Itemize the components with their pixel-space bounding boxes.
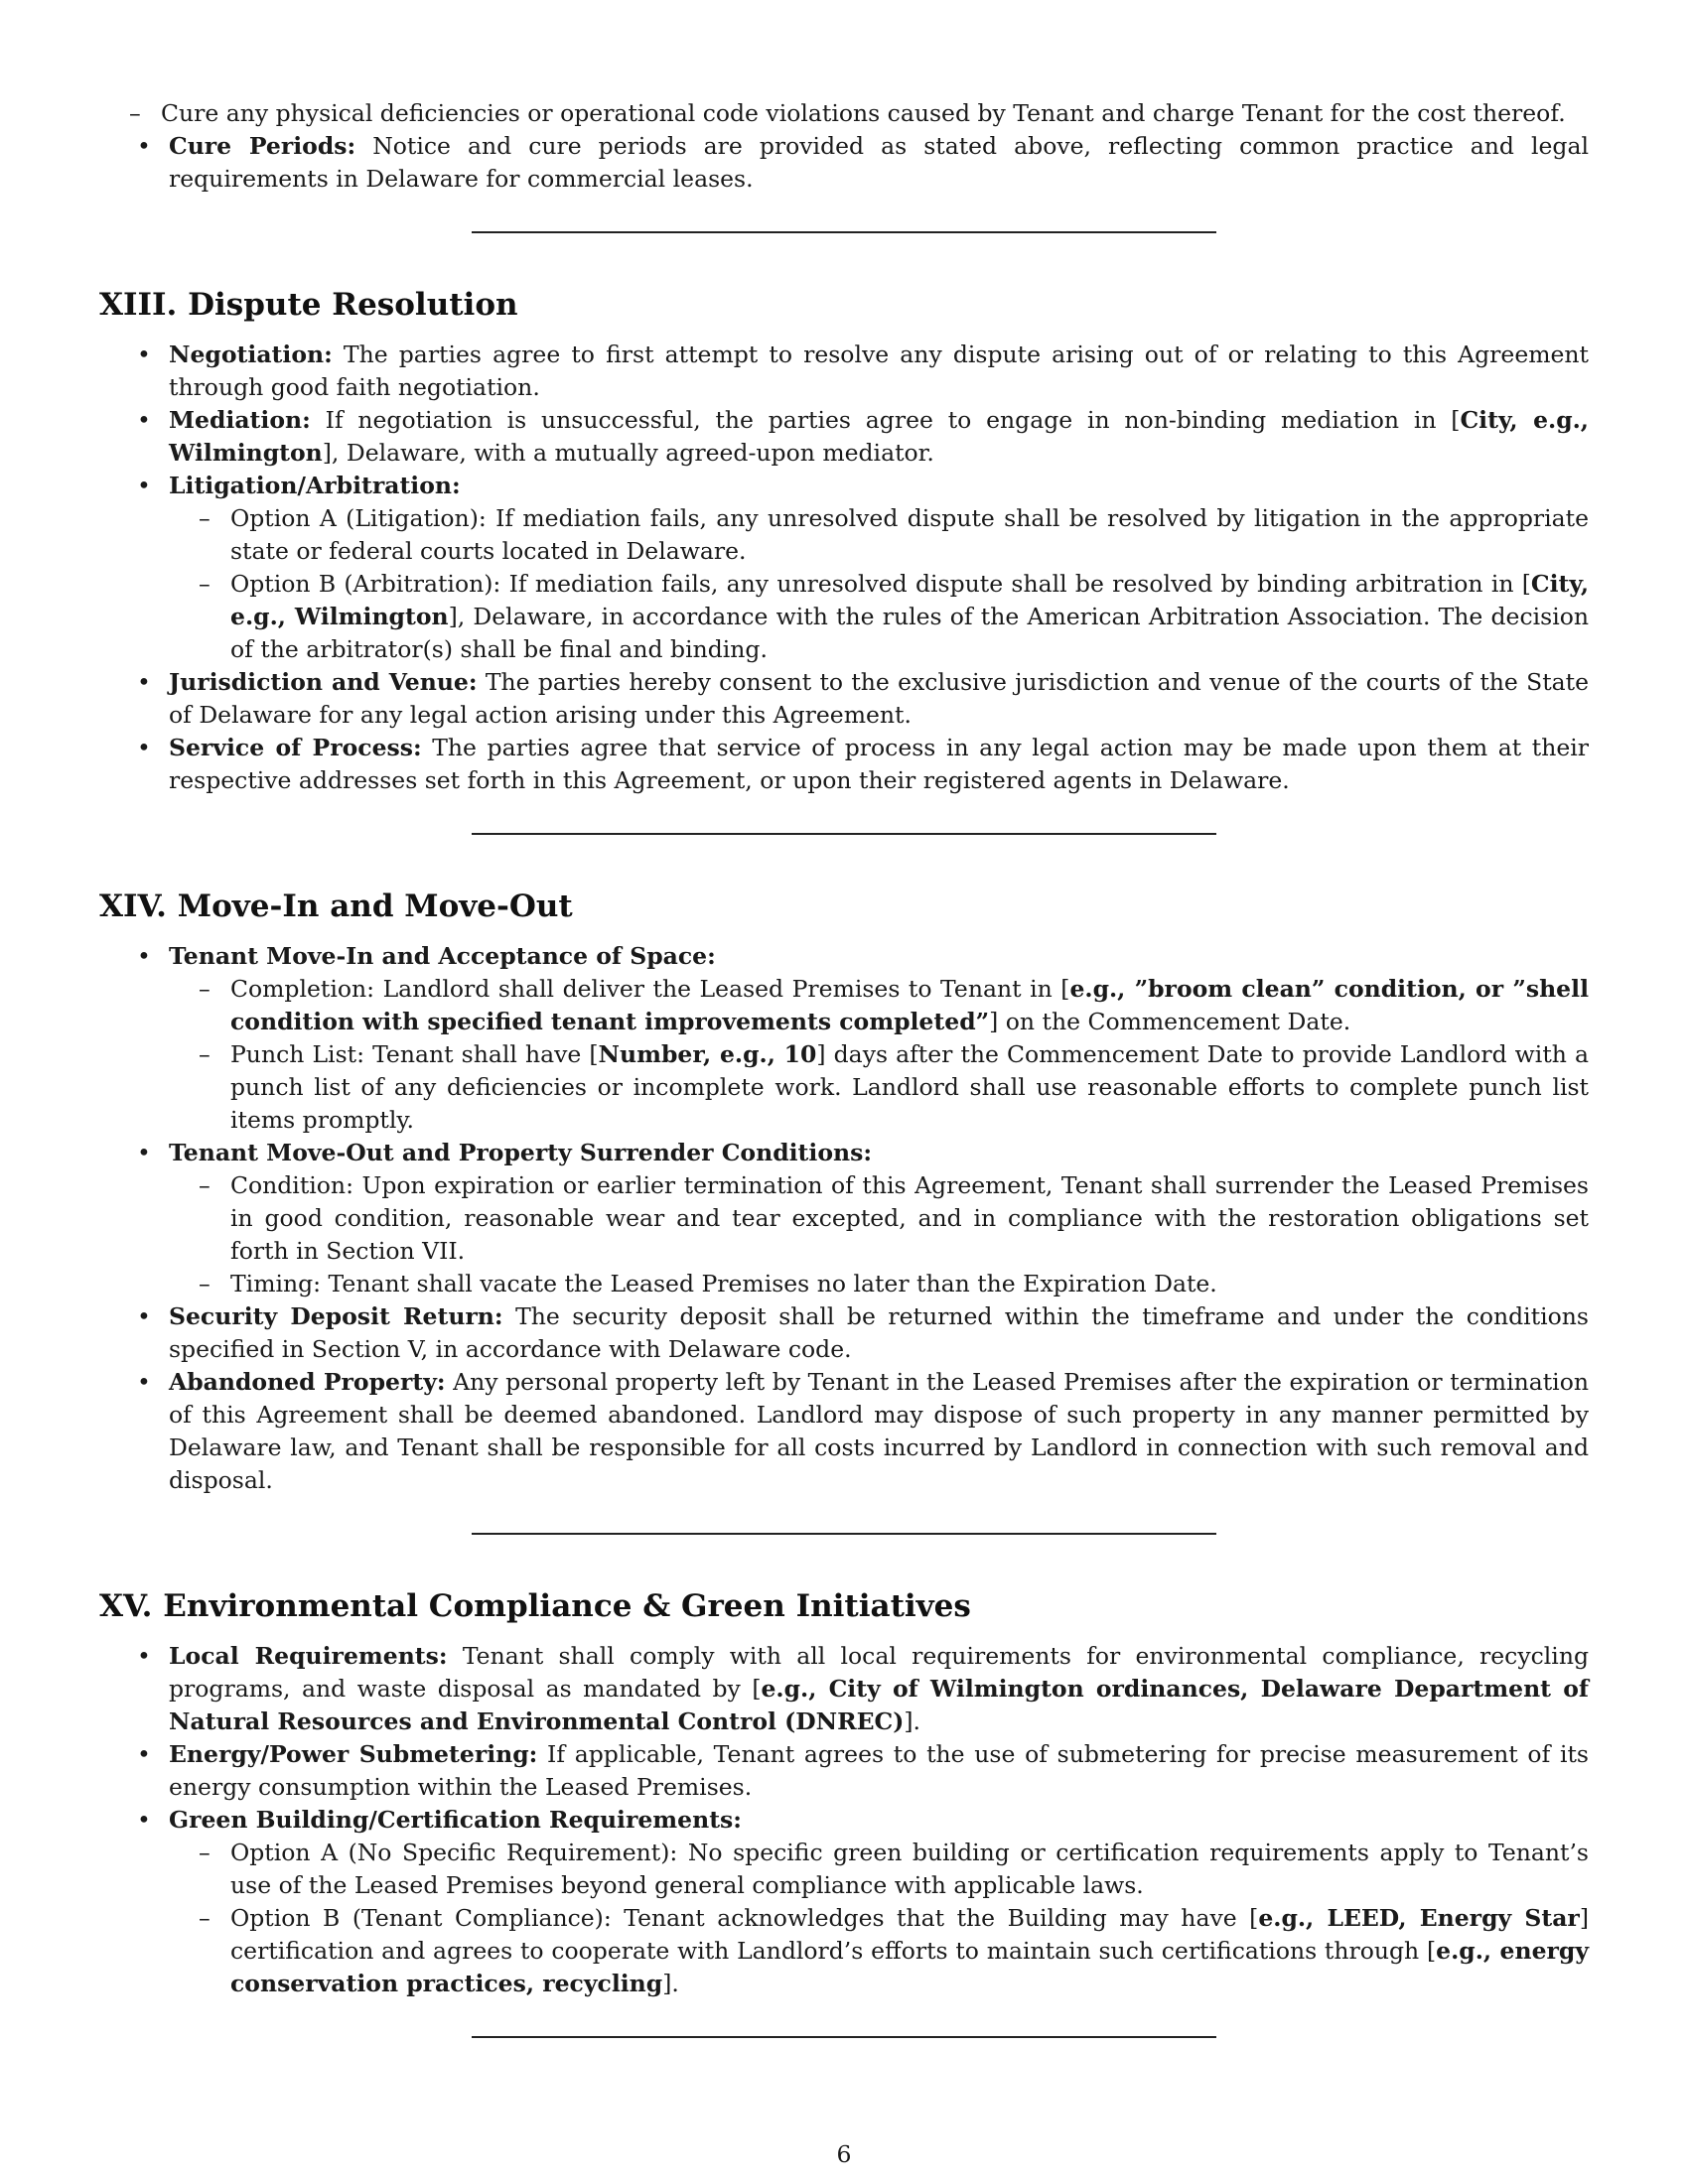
remedy-cure-item: [99, 97, 1589, 130]
completion-text-end: ] on the Commencement Date.: [989, 1008, 1351, 1035]
deposit-label: Security Deposit Return:: [169, 1302, 503, 1330]
remedy-cure-text: Cure any physical deficiencies or operational code violations caused by Tenant and charge Tenant for the cost thereof.: [161, 99, 1566, 127]
timing-item: [169, 1268, 1589, 1300]
mediation-placeholder: City, e.g., Wilmington: [169, 406, 1589, 467]
jurisdiction-text: The parties hereby consent to the exclusive jurisdiction and venue of the courts of the State of Delaware for any legal action arising under this Agreement.: [169, 668, 1589, 729]
option-b-text-end: ], Delaware, in accordance with the rules of the American Arbitration Association. The decision of the arbitrator(s) shall be final and binding.: [230, 603, 1589, 663]
abandoned-text: Any personal property left by Tenant in the Leased Premises after the expiration or termination of this Agreement shall be deemed abandoned. Landlord may dispose of such property in any manner permitted by Delaware law, and Tenant shall be responsible for all costs incurred by Landlord in connection with such removal and disposal.: [169, 1368, 1589, 1494]
move-in-label: Tenant Move-In and Acceptance of Space:: [169, 942, 716, 970]
service-text: The parties agree that service of process in any legal action may be made upon them at their respective addresses set forth in this Agreement, or upon their registered agents in Delaware.: [169, 734, 1589, 794]
move-out-item: [99, 1137, 1589, 1300]
litigation-options: [169, 502, 1589, 666]
page-number: 6: [836, 2140, 852, 2168]
section-environmental: [99, 1586, 1589, 2000]
negotiation-label: Negotiation:: [169, 341, 333, 368]
local-requirements-placeholder: e.g., City of Wilmington ordinances, Delaware Department of Natural Resources and Environmental Control (DNREC): [169, 1675, 1589, 1735]
punch-list-item: [169, 1038, 1589, 1137]
abandoned-label: Abandoned Property:: [169, 1368, 446, 1396]
continued-section: [99, 97, 1589, 196]
jurisdiction-item: [99, 666, 1589, 732]
local-requirements-label: Local Requirements:: [169, 1642, 448, 1670]
section-divider: [472, 1533, 1216, 1535]
litigation-item: [99, 470, 1589, 666]
green-building-options: [169, 1837, 1589, 2000]
cure-periods-label: Cure Periods:: [169, 132, 356, 160]
section-divider: [472, 2036, 1216, 2038]
local-requirements-item: [99, 1640, 1589, 1738]
section-heading: XIII. Dispute Resolution: [99, 287, 518, 323]
mediation-text-end: ], Delaware, with a mutually agreed-upon mediator.: [322, 439, 934, 467]
completion-text: Completion: Landlord shall deliver the Leased Premises to Tenant in [: [230, 975, 1070, 1003]
green-building-label: Green Building/Certification Requirements:: [169, 1806, 742, 1834]
mediation-item: [99, 404, 1589, 470]
energy-text: If applicable, Tenant agrees to the use of submetering for precise measurement of its energy consumption within the Leased Premises.: [169, 1740, 1589, 1801]
cure-periods-item: [99, 130, 1589, 196]
deposit-item: [99, 1300, 1589, 1366]
condition-text: Condition: Upon expiration or earlier termination of this Agreement, Tenant shall surrender the Leased Premises in good condition, reasonable wear and tear excepted, and in compliance with the restoration obligations set forth in Section VII.: [230, 1171, 1589, 1265]
section-heading: XV. Environmental Compliance & Green Initiatives: [99, 1588, 971, 1624]
mediation-label: Mediation:: [169, 406, 311, 434]
deposit-text: The security deposit shall be returned within the timeframe and under the conditions specified in Section V, in accordance with Delaware code.: [169, 1302, 1589, 1363]
section-dispute-resolution: [99, 285, 1589, 797]
move-out-sublist: [169, 1169, 1589, 1300]
litigation-option-a: [169, 502, 1589, 568]
option-b-placeholder: City, e.g., Wilmington: [230, 570, 1589, 630]
completion-placeholder: e.g., ”broom clean” condition, or ”shell condition with specified tenant improvements completed”: [230, 975, 1589, 1035]
punch-list-text: Punch List: Tenant shall have [: [230, 1040, 599, 1068]
completion-item: [169, 973, 1589, 1038]
option-b-text: Option B (Arbitration): If mediation fails, any unresolved dispute shall be resolved by binding arbitration in [: [230, 570, 1531, 598]
green-option-a: [169, 1837, 1589, 1902]
move-out-label: Tenant Move-Out and Property Surrender Conditions:: [169, 1139, 872, 1166]
section-divider: [472, 231, 1216, 233]
local-requirements-text: Tenant shall comply with all local requirements for environmental compliance, recycling programs, and waste disposal as mandated by [: [169, 1642, 1589, 1703]
service-label: Service of Process:: [169, 734, 422, 761]
section-divider: [472, 833, 1216, 835]
negotiation-item: [99, 339, 1589, 404]
green-option-b-text-end: ].: [662, 1970, 679, 1997]
green-option-a-text: Option A (No Specific Requirement): No specific green building or certification requirements apply to Tenant’s use of the Leased Premises beyond general compliance with applicable laws.: [230, 1839, 1589, 1899]
green-option-b-text: Option B (Tenant Compliance): Tenant acknowledges that the Building may have [: [230, 1904, 1259, 1932]
option-a-text: Option A (Litigation): If mediation fails, any unresolved dispute shall be resolved by litigation in the appropriate state or federal courts located in Delaware.: [230, 504, 1589, 565]
energy-label: Energy/Power Submetering:: [169, 1740, 538, 1768]
abandoned-item: [99, 1366, 1589, 1497]
green-option-b-placeholder-2: e.g., energy conservation practices, recycling: [230, 1937, 1589, 1997]
punch-list-text-end: ] days after the Commencement Date to provide Landlord with a punch list of any deficiencies or incomplete work. Landlord shall use reasonable efforts to complete punch list items promptly.: [230, 1040, 1589, 1134]
move-list: [99, 940, 1589, 1497]
environmental-list: [99, 1640, 1589, 2000]
litigation-label: Litigation/Arbitration:: [169, 472, 461, 499]
service-item: [99, 732, 1589, 797]
move-in-sublist: [169, 973, 1589, 1137]
section-move-in-move-out: [99, 887, 1589, 1497]
green-option-b-placeholder-1: e.g., LEED, Energy Star: [1258, 1904, 1580, 1932]
cure-periods-text: Notice and cure periods are provided as stated above, reflecting common practice and legal requirements in Delaware for commercial leases.: [169, 132, 1589, 193]
jurisdiction-label: Jurisdiction and Venue:: [169, 668, 478, 696]
green-building-item: [99, 1804, 1589, 2000]
green-option-b: [169, 1902, 1589, 2000]
dispute-list: [99, 339, 1589, 797]
local-requirements-text-end: ].: [904, 1707, 920, 1735]
green-option-b-text-mid: ] certification and agrees to cooperate with Landlord’s efforts to maintain such certifications through [: [230, 1904, 1589, 1965]
condition-item: [169, 1169, 1589, 1268]
cure-periods-list: [99, 130, 1589, 196]
section-heading: XIV. Move-In and Move-Out: [99, 888, 573, 924]
timing-text: Timing: Tenant shall vacate the Leased Premises no later than the Expiration Date.: [230, 1270, 1217, 1297]
energy-item: [99, 1738, 1589, 1804]
remedy-sublist: [99, 97, 1589, 130]
litigation-option-b: [169, 568, 1589, 666]
move-in-item: [99, 940, 1589, 1137]
punch-list-placeholder: Number, e.g., 10: [598, 1040, 817, 1068]
negotiation-text: The parties agree to first attempt to resolve any dispute arising out of or relating to this Agreement through good faith negotiation.: [169, 341, 1589, 401]
mediation-text: If negotiation is unsuccessful, the parties agree to engage in non-binding mediation in [: [310, 406, 1461, 434]
